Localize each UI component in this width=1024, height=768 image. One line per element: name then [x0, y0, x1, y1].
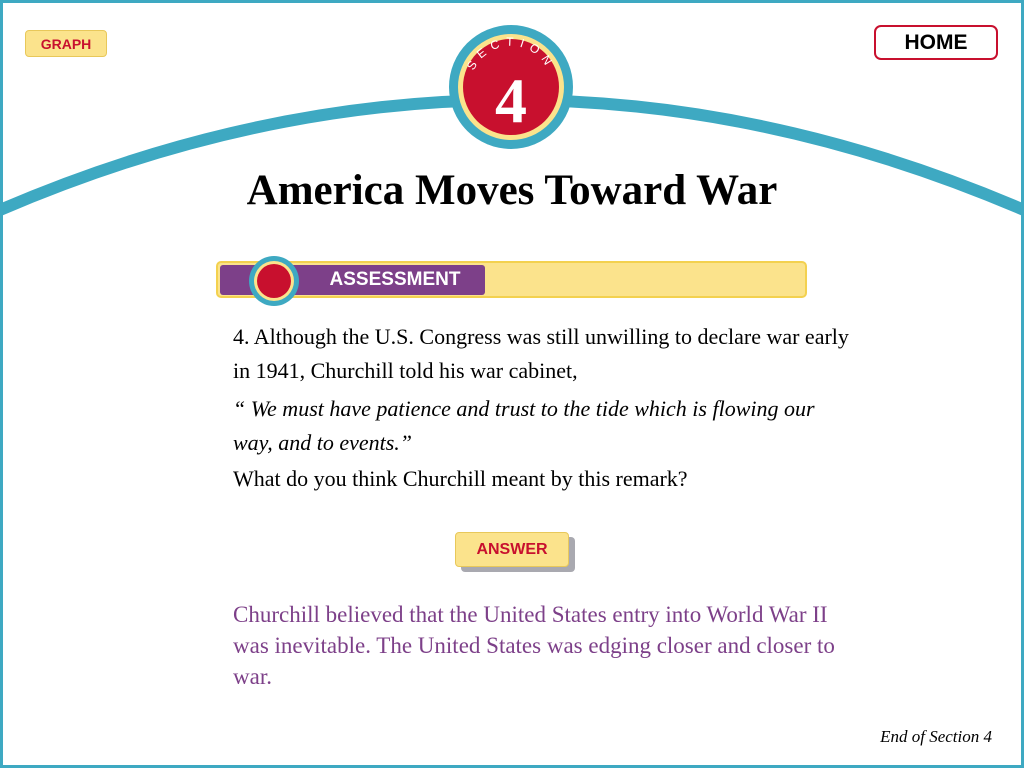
red-circle-icon — [248, 255, 300, 307]
section-number: 4 — [495, 65, 527, 136]
question-text: 4. Although the U.S. Congress was still unwilling to declare war early in 1941, Churchill told his war cabinet, — [233, 324, 849, 383]
page-title: America Moves Toward War — [246, 167, 778, 214]
graph-button[interactable]: GRAPH — [25, 30, 107, 57]
question-prompt: What do you think Churchill meant by this remark? — [233, 466, 688, 491]
section-badge-icon — [446, 22, 576, 152]
churchill-quote: “ We must have patience and trust to the tide which is flowing our way, and to events.” — [233, 396, 815, 455]
question-block — [233, 320, 853, 496]
section-label: SECTION — [463, 34, 559, 73]
home-button[interactable]: HOME — [874, 25, 998, 60]
answer-text: Churchill believed that the United States entry into World War II was inevitable. The United States was edging closer and closer to war. — [233, 602, 835, 689]
assessment-label: ASSESSMENT — [329, 269, 461, 290]
answer-button[interactable]: ANSWER — [455, 532, 569, 567]
section-footer: End of Section 4 — [880, 727, 992, 746]
